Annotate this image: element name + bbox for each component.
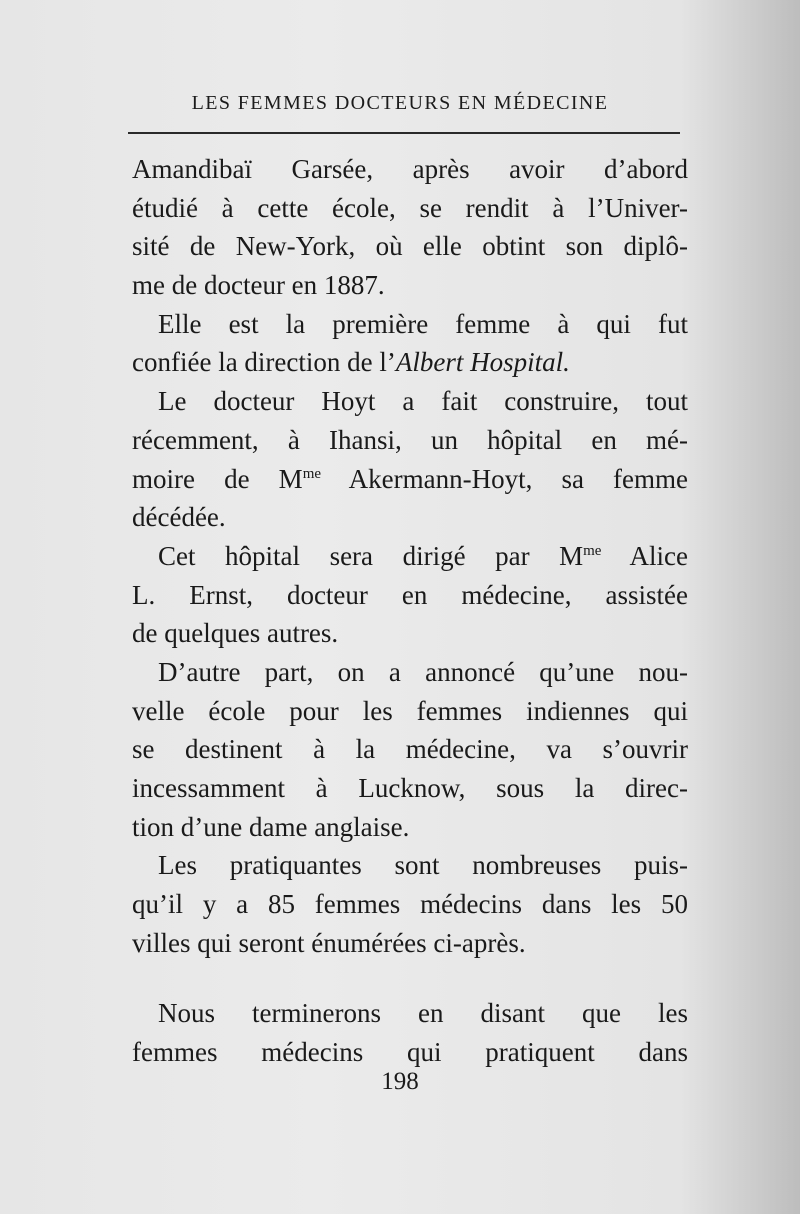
title-abbreviation: me xyxy=(583,542,602,559)
text-fragment: confiée la direction de l’ xyxy=(132,347,396,378)
text-line: me de docteur en 1887. xyxy=(132,270,385,301)
text-line: velle école pour les femmes indiennes qui xyxy=(132,695,688,726)
text-fragment: Alice xyxy=(629,540,688,571)
text-line: femmes médecins qui pratiquent dans xyxy=(132,1037,688,1068)
text-line: récemment, à Ihansi, un hôpital en mé- xyxy=(132,424,688,455)
text-line: se destinent à la médecine, va s’ouvrir xyxy=(132,734,688,765)
text-line: Le docteur Hoyt a fait construire, tout xyxy=(158,386,688,417)
text-line: Nous terminerons en disant que les xyxy=(158,998,688,1029)
text-line xyxy=(132,343,688,382)
text-line: tion d’une dame anglaise. xyxy=(132,811,410,842)
text-line: L. Ernst, docteur en médecine, assistée xyxy=(132,579,688,610)
text-line: sité de New-York, où elle obtint son diplô- xyxy=(132,231,688,262)
header-rule xyxy=(128,132,680,134)
text-line: Les pratiquantes sont nombreuses puis- xyxy=(158,850,688,881)
title-abbreviation: me xyxy=(302,465,322,482)
text-fragment: moire de M xyxy=(132,463,303,494)
text-line: Elle est la première femme à qui fut xyxy=(158,308,688,339)
page-number: 198 xyxy=(381,1068,419,1095)
text-line: étudié à cette école, se rendit à l’Univer- xyxy=(132,192,688,223)
text-line: villes qui seront énumérées ci-après. xyxy=(132,927,526,958)
text-line xyxy=(132,537,688,576)
text-line xyxy=(132,460,688,499)
text-line: Amandibaï Garsée, après avoir d’abord xyxy=(132,154,688,184)
text-fragment: Cet hôpital sera dirigé par M xyxy=(158,540,584,571)
hospital-name: Albert Hospital. xyxy=(395,347,570,378)
text-fragment: Akermann-Hoyt, sa femme xyxy=(348,463,689,494)
text-line: incessamment à Lucknow, sous la direc- xyxy=(132,773,688,803)
text-line: D’autre part, on a annoncé qu’une nou- xyxy=(158,656,688,687)
text-line: décédée. xyxy=(132,502,226,533)
running-head: LES FEMMES DOCTEURS EN MÉDECINE xyxy=(191,92,609,114)
text-line: de quelques autres. xyxy=(132,618,339,649)
text-line: qu’il y a 85 femmes médecins dans les 50 xyxy=(132,889,688,920)
paragraph-gap xyxy=(132,962,688,994)
body-text xyxy=(132,150,688,1072)
